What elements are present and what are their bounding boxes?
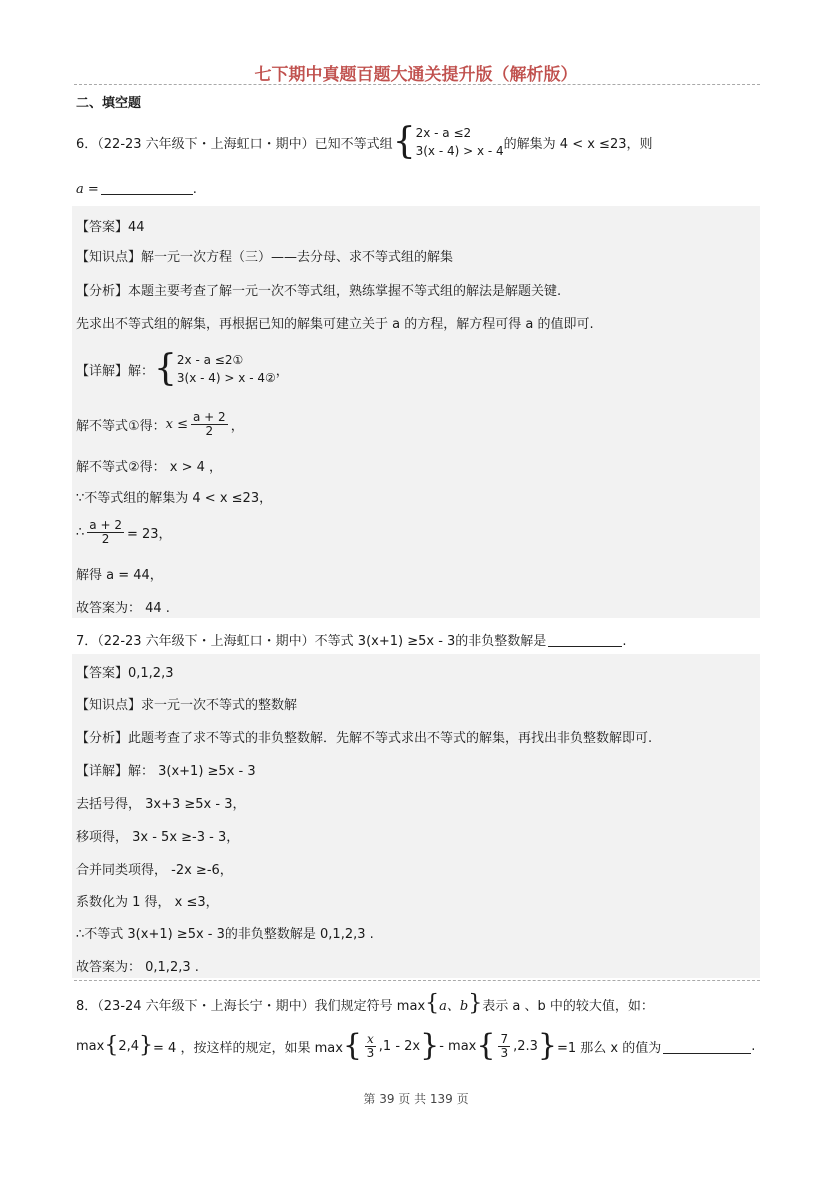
q8-minus-max: - max [439, 1038, 477, 1054]
q6-detail-line1: 2x - a ≤2① [176, 353, 244, 367]
q8-example-set: 2,4 [118, 1038, 140, 1054]
fraction-denominator: 2 [205, 423, 214, 438]
q6-analysis-2: 先求出不等式组的解集，再根据已知的解集可建立关于 a 的方程，解方程可得 a 的值即可. [76, 317, 594, 332]
document-title: 七下期中真题百题大通关提升版（解析版） [254, 65, 578, 85]
fraction-numerator: a + 2 [89, 517, 122, 532]
q8-suffix: 表示 a 、b 中的较大值，如： [482, 998, 654, 1014]
q8-set1-rest: ,1 - 2x [378, 1038, 421, 1054]
q6-step4-end: = 23， [126, 526, 172, 542]
q8-line2 [76, 1026, 755, 1066]
q7-step2: 移项得， 3x - 5x ≥-3 - 3， [76, 830, 240, 845]
q6-step2: 解不等式②得： x > 4 ， [76, 460, 223, 475]
q6-step4 [76, 514, 172, 550]
fraction [365, 1033, 376, 1059]
q7-knowledge: 【知识点】求一元一次不等式的整数解 [76, 698, 298, 713]
q8-set2-rest: ,2.3 [513, 1038, 538, 1054]
question-6 [76, 120, 653, 164]
q6-knowledge: 【知识点】解一元一次方程（三）——去分母、求不等式组的解集 [76, 250, 454, 265]
q7-analysis: 【分析】此题考查了求不等式的非负整数解．先解不等式求出不等式的解集，再找出非负整数解即可. [76, 731, 653, 746]
q7-final-answer: 故答案为： 0,1,2,3 . [76, 960, 199, 975]
fraction-numerator: x [367, 1031, 374, 1046]
q6-suffix: 的解集为 4 < x ≤23，则 [503, 136, 653, 152]
q8-example-result: = 4 ，按这样的规定，如果 max [153, 1040, 343, 1056]
q6-step1-prefix: 解不等式①得： [76, 418, 166, 434]
left-brace: { [425, 991, 440, 1016]
q7-text: 7．（22-23 六年级下・上海虹口・期中）不等式 3(x+1) ≥5x - 3的非负整数解是 [76, 634, 547, 649]
q8-prefix: 8．（23-24 六年级下・上海长宁・期中）我们规定符号 max [76, 998, 426, 1014]
q7-answer: 【答案】0,1,2,3 [76, 666, 174, 681]
fraction-numerator: a + 2 [193, 409, 226, 424]
q6-blank-end: . [192, 182, 197, 197]
q6-step1-end: ， [230, 418, 244, 434]
q6-system-line2: 3(x - 4) > x - 4 [415, 144, 504, 158]
q6-detail-system [177, 351, 276, 387]
section-title: 二、填空题 [76, 96, 142, 111]
q8-end: . [751, 1038, 756, 1054]
left-brace: { [476, 1028, 496, 1063]
q7-step3: 合并同类项得， -2x ≥-6， [76, 863, 233, 878]
q8-example-max: max [76, 1038, 105, 1054]
page-number: 第 39 页 共 139 页 [363, 1092, 469, 1106]
q6-detail-label: 【详解】解： [76, 363, 155, 379]
q8-tail: =1 那么 x 的值为 [557, 1040, 662, 1056]
q6-detail-line2: 3(x - 4) > x - 4② [176, 371, 276, 385]
fraction-denominator: 2 [101, 531, 110, 546]
q6-analysis: 【分析】本题主要考查了解一元一次不等式组，熟练掌握不等式组的解法是解题关键. [76, 284, 562, 299]
answer-blank [548, 632, 622, 647]
q6-final-answer: 故答案为： 44 . [76, 601, 170, 616]
q6-step1 [76, 406, 244, 442]
fraction [498, 1033, 510, 1059]
q7-step5: ∴不等式 3(x+1) ≥5x - 3的非负整数解是 0,1,2,3 . [76, 927, 374, 942]
therefore-symbol: ∴ [76, 524, 85, 540]
q6-step1-x: x ≤ [165, 416, 189, 432]
q7-end: . [622, 634, 627, 649]
right-brace: } [420, 1028, 440, 1063]
header-divider [74, 84, 760, 85]
system-brace: { [392, 121, 416, 162]
answer-blank [663, 1039, 751, 1054]
q6-detail-end: ， [275, 363, 289, 379]
q8-set: a、b [439, 998, 469, 1014]
q6-answer: 【答案】44 [76, 220, 145, 235]
right-brace: } [537, 1028, 557, 1063]
q6-answer-blank-line [76, 180, 197, 197]
q6-prefix: 6．（22-23 六年级下・上海虹口・期中）已知不等式组 [76, 136, 393, 152]
fraction [87, 519, 124, 545]
fraction [191, 411, 228, 437]
question-7 [76, 630, 626, 649]
q6-system-line1: 2x - a ≤2 [415, 126, 472, 140]
answer-blank [101, 180, 193, 195]
q6-blank-label: a = [76, 182, 99, 197]
q7-detail: 【详解】解： 3(x+1) ≥5x - 3 [76, 764, 256, 779]
q7-step4: 系数化为 1 得， x ≤3， [76, 895, 219, 910]
q6-system [416, 124, 504, 160]
question-8 [76, 992, 654, 1016]
right-brace: } [468, 991, 483, 1016]
right-brace: } [139, 1033, 154, 1058]
fraction-numerator: 7 [500, 1031, 509, 1046]
q6-step3: ∵不等式组的解集为 4 < x ≤23， [76, 491, 273, 506]
q7-divider [74, 980, 760, 981]
q6-step5: 解得 a = 44， [76, 568, 163, 583]
left-brace: { [342, 1028, 362, 1063]
q7-step1: 去括号得， 3x+3 ≥5x - 3， [76, 797, 246, 812]
fraction-denominator: 3 [500, 1045, 509, 1060]
left-brace: { [104, 1033, 119, 1058]
fraction-denominator: 3 [366, 1045, 375, 1060]
q6-detail [76, 348, 289, 390]
system-brace: { [154, 348, 177, 389]
